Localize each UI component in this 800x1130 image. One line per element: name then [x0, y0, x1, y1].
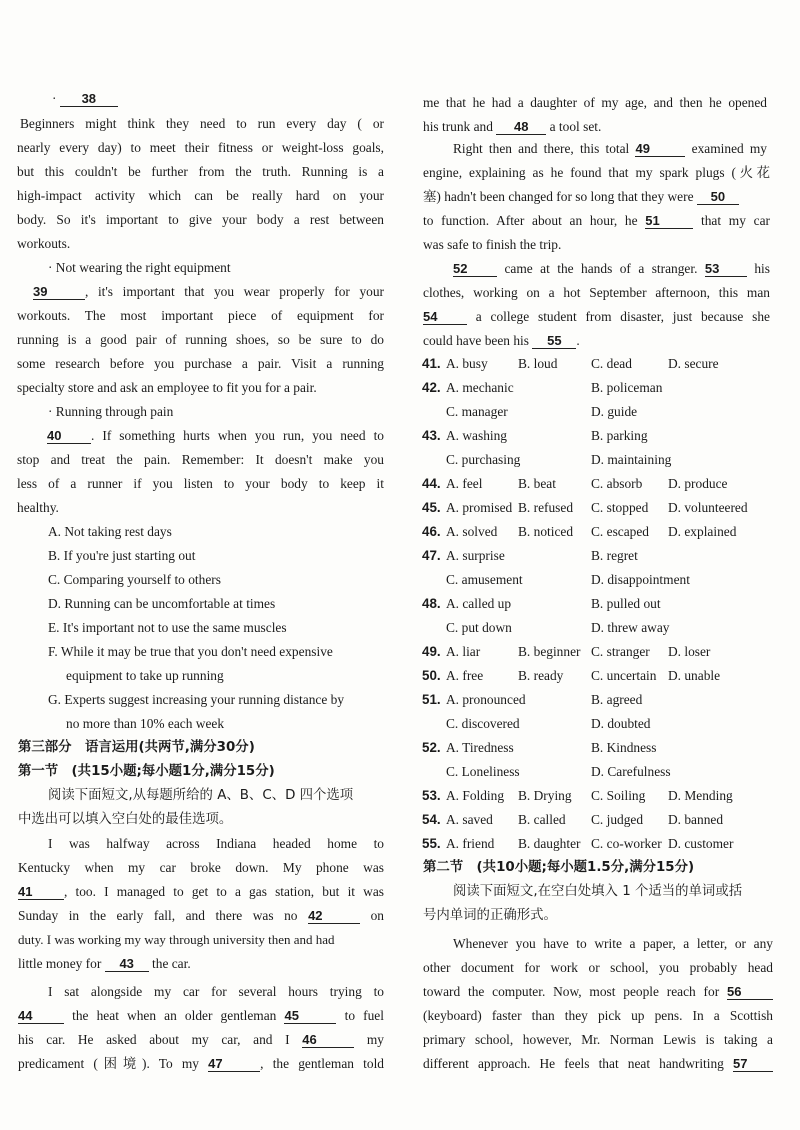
question-number: 54.	[422, 812, 441, 827]
p39-first-text: , it's important that you wear properly for your	[85, 284, 384, 299]
text-line-5: primary school, however, Mr. Norman Lewis is taking a	[423, 1032, 773, 1047]
answer-option: C. uncertain	[591, 668, 657, 683]
answer-option: B. Kindness	[591, 740, 657, 755]
answer-option: B. pulled out	[591, 596, 661, 611]
answer-option: D. produce	[668, 476, 728, 491]
answer-option: D. customer	[668, 836, 734, 851]
option-a: A. Not taking rest days	[48, 524, 172, 539]
story-line-7: I sat alongside my car for several hours trying to	[48, 984, 384, 999]
answer-option: A. feel	[446, 476, 483, 491]
right-line-11-text-b: .	[576, 333, 580, 348]
blank-40: 40	[47, 428, 91, 444]
answer-option: B. regret	[591, 548, 638, 563]
p38-line-2: nearly every day) to meet their fitness or weight-loss goals,	[17, 140, 384, 155]
right-line-2-text-a: his trunk and	[423, 119, 493, 134]
answer-option: D. Mending	[668, 788, 733, 803]
answer-option: A. saved	[446, 812, 493, 827]
story-line-4-text-a: Sunday in the early fall, and there was no	[18, 908, 298, 923]
answer-option: B. beat	[518, 476, 556, 491]
answer-option: A. Folding	[446, 788, 505, 803]
p40-first-line	[47, 427, 384, 445]
right-line-10-text: a college student from disaster, just because she	[475, 309, 770, 324]
answer-option: C. co-worker	[591, 836, 662, 851]
story-line-3-text: , too. I managed to get to a gas station, but it was	[64, 884, 384, 899]
answer-option: B. called	[518, 812, 566, 827]
question-number: 49.	[422, 644, 441, 659]
item-38-bullet: · 38	[52, 90, 118, 108]
story-line-4	[18, 907, 384, 925]
blank-43: 43	[105, 956, 149, 972]
answer-option: B. ready	[518, 668, 564, 683]
answer-option: B. beginner	[518, 644, 581, 659]
question-number: 48.	[422, 596, 441, 611]
section1-title: 第一节 (共15小题;每小题1分,满分15分)	[18, 764, 275, 779]
text-line-1: Whenever you have to write a paper, a letter, or any	[453, 936, 773, 951]
answer-option: D. banned	[668, 812, 724, 827]
answer-option: A. busy	[446, 356, 488, 371]
answer-option: D. guide	[591, 404, 638, 419]
answer-option: A. Tiredness	[446, 740, 514, 755]
answer-option: D. explained	[668, 524, 737, 539]
story-line-6-text-b: the car.	[152, 956, 191, 971]
answer-option: C. manager	[446, 404, 508, 419]
answer-option: A. washing	[446, 428, 507, 443]
right-line-6	[423, 212, 770, 230]
answer-option: C. discovered	[446, 716, 520, 731]
answer-option: C. absorb	[591, 476, 643, 491]
blank-56: 56	[727, 984, 773, 1000]
answer-option: C. Loneliness	[446, 764, 520, 779]
blank-48: 48	[496, 119, 546, 135]
part3-title: 第三部分 语言运用(共两节,满分30分)	[18, 740, 255, 755]
blank-55: 55	[532, 333, 576, 349]
answer-option: D. volunteered	[668, 500, 748, 515]
right-line-10	[423, 308, 770, 326]
answer-option: A. pronounced	[446, 692, 526, 707]
text-line-6-text: different approach. He feels that neat handwriting	[423, 1056, 724, 1071]
blank-52: 52	[453, 261, 497, 277]
p40-line-4: healthy.	[17, 500, 59, 515]
blank-45: 45	[284, 1008, 336, 1024]
question-number: 45.	[422, 500, 441, 515]
text-line-3-text: toward the computer. Now, most people reach for	[423, 984, 720, 999]
answer-option: C. escaped	[591, 524, 650, 539]
question-number: 46.	[422, 524, 441, 539]
right-line-3-text-b: examined my	[691, 141, 767, 156]
option-g-cont: no more than 10% each week	[66, 716, 225, 731]
right-line-2-text-b: a tool set.	[549, 119, 602, 134]
answer-option: D. loser	[668, 644, 711, 659]
blank-57: 57	[733, 1056, 773, 1072]
instruction-3: 阅读下面短文,在空白处填入 1 个适当的单词或括	[453, 884, 743, 899]
text-line-4: (keyboard) faster than they pick up pens. In a Scottish	[423, 1008, 773, 1023]
right-line-5	[423, 188, 739, 206]
question-number: 55.	[422, 836, 441, 851]
answer-option: A. free	[446, 668, 484, 683]
text-line-3	[423, 983, 773, 1001]
option-b: B. If you're just starting out	[48, 548, 196, 563]
right-line-11	[423, 332, 580, 350]
right-line-3-text-a: Right then and there, this total	[453, 141, 630, 156]
story-line-9-text-b: my	[366, 1032, 384, 1047]
story-line-1: I was halfway across Indiana headed home to	[48, 836, 384, 851]
answer-option: A. called up	[446, 596, 512, 611]
option-f-cont: equipment to take up running	[66, 668, 224, 683]
answer-option: C. dead	[591, 356, 632, 371]
heading-40: · Running through pain	[48, 404, 174, 419]
right-line-4: engine, explaining as he found that my spark plugs (火花	[423, 165, 770, 180]
right-line-1: me that he had a daughter of my age, and then he opened	[423, 95, 767, 110]
blank-49: 49	[635, 141, 685, 157]
blank-44: 44	[18, 1008, 64, 1024]
option-e: E. It's important not to use the same muscles	[48, 620, 287, 635]
question-number: 44.	[422, 476, 441, 491]
answer-option: B. policeman	[591, 380, 663, 395]
right-line-5-text-a: 塞) hadn't been changed for so long that they were	[423, 189, 694, 204]
blank-47: 47	[208, 1056, 260, 1072]
question-number: 42.	[422, 380, 441, 395]
question-number: 50.	[422, 668, 441, 683]
blank-50: 50	[697, 189, 739, 205]
question-number: 52.	[422, 740, 441, 755]
right-line-11-text-a: could have been his	[423, 333, 529, 348]
blank-51: 51	[645, 213, 693, 229]
answer-option: C. stopped	[591, 500, 649, 515]
blank-38: 38	[60, 91, 118, 107]
answer-option: B. agreed	[591, 692, 643, 707]
story-line-8-text-a: the heat when an older gentleman	[72, 1008, 277, 1023]
section2-title: 第二节 (共10小题;每小题1.5分,满分15分)	[423, 860, 695, 875]
answer-option: D. secure	[668, 356, 719, 371]
question-number: 47.	[422, 548, 441, 563]
instruction-1: 阅读下面短文,从每题所给的 A、B、C、D 四个选项	[48, 788, 354, 803]
answer-option: D. unable	[668, 668, 721, 683]
answer-option: B. parking	[591, 428, 648, 443]
instruction-4: 号内单词的正确形式。	[423, 908, 557, 923]
option-g: G. Experts suggest increasing your running distance by	[48, 692, 345, 707]
answer-option: C. judged	[591, 812, 644, 827]
story-line-9	[18, 1031, 384, 1049]
answer-option: C. Soiling	[591, 788, 646, 803]
story-line-8-text-b: to fuel	[344, 1008, 384, 1023]
story-line-9-text-a: his car. He asked about my car, and I	[18, 1032, 290, 1047]
p38-line-3: but this couldn't be further from the truth. Running is a	[17, 164, 384, 179]
story-line-10-text-b: , the gentleman told	[260, 1056, 384, 1071]
p39-line-3: running is a good pair of running shoes, so be sure to do	[17, 332, 384, 347]
answer-option: A. solved	[446, 524, 498, 539]
question-number: 43.	[422, 428, 441, 443]
question-number: 41.	[422, 356, 441, 371]
p40-line-2: stop and treat the pain. Remember: It doesn't make you	[17, 452, 384, 467]
story-line-4-text-b: on	[370, 908, 384, 923]
right-line-8-text-b: his	[754, 261, 770, 276]
right-line-6-text-b: that my car	[701, 213, 770, 228]
right-line-3	[453, 140, 767, 158]
text-line-2: other document for work or school, you probably head	[423, 960, 773, 975]
right-line-7: was safe to finish the trip.	[423, 237, 562, 252]
right-line-9: clothes, working on a hot September afternoon, this man	[423, 285, 770, 300]
p39-line-4: some research before you purchase a pair. Visit a running	[17, 356, 384, 371]
answer-option: D. maintaining	[591, 452, 672, 467]
blank-54: 54	[423, 309, 467, 325]
answer-option: B. refused	[518, 500, 574, 515]
p39-line-2: workouts. The most important piece of equipment for	[17, 308, 384, 323]
answer-option: C. put down	[446, 620, 512, 635]
answer-option: A. friend	[446, 836, 495, 851]
story-line-6	[18, 955, 191, 973]
option-f: F. While it may be true that you don't need expensive	[48, 644, 333, 659]
question-number: 53.	[422, 788, 441, 803]
answer-option: C. stranger	[591, 644, 650, 659]
story-line-8	[18, 1007, 384, 1025]
right-line-8-text-a: came at the hands of a stranger.	[504, 261, 698, 276]
right-line-8	[453, 260, 770, 278]
story-line-3	[18, 883, 384, 901]
option-c: C. Comparing yourself to others	[48, 572, 221, 587]
answer-option: A. liar	[446, 644, 481, 659]
answer-option: A. mechanic	[446, 380, 514, 395]
answer-option: C. purchasing	[446, 452, 521, 467]
story-line-2: Kentucky when my car broke down. My phone was	[18, 860, 384, 875]
instruction-2: 中选出可以填入空白处的最佳选项。	[18, 812, 233, 827]
blank-41: 41	[18, 884, 64, 900]
heading-39: · Not wearing the right equipment	[48, 260, 231, 275]
p38-line-4: high-impact activity which can be really hard on your	[17, 188, 384, 203]
p38-line-5: body. So it's important to give your body a rest between	[17, 212, 384, 227]
p39-line-5: specialty store and ask an employee to fit you for a pair.	[17, 380, 317, 395]
answer-option: A. promised	[446, 500, 513, 515]
blank-39: 39	[33, 284, 85, 300]
right-line-6-text-a: to function. After about an hour, he	[423, 213, 638, 228]
right-line-2	[423, 118, 601, 136]
text-line-6	[423, 1055, 773, 1073]
p38-line-6: workouts.	[17, 236, 71, 251]
blank-53: 53	[705, 261, 747, 277]
blank-42: 42	[308, 908, 360, 924]
option-d: D. Running can be uncomfortable at times	[48, 596, 276, 611]
story-line-10-text-a: predicament (困境). To my	[18, 1056, 199, 1071]
p38-line-1: Beginners might think they need to run every day ( or	[20, 116, 384, 131]
answer-option: B. daughter	[518, 836, 581, 851]
question-number: 51.	[422, 692, 441, 707]
answer-option: B. noticed	[518, 524, 574, 539]
blank-46: 46	[302, 1032, 354, 1048]
story-line-6-text-a: little money for	[18, 956, 102, 971]
story-line-5: duty. I was working my way through university then and had	[18, 932, 335, 947]
story-line-10	[18, 1055, 384, 1073]
answer-option: A. surprise	[446, 548, 505, 563]
answer-option: B. loud	[518, 356, 558, 371]
answer-option: D. threw away	[591, 620, 670, 635]
answer-option: D. Carefulness	[591, 764, 671, 779]
answer-option: D. disappointment	[591, 572, 690, 587]
answer-option: C. amusement	[446, 572, 523, 587]
answer-option: B. Drying	[518, 788, 572, 803]
p40-first-text: . If something hurts when you run, you need to	[91, 428, 384, 443]
p40-line-3: less of a runner if you listen to your body to keep it	[17, 476, 384, 491]
answer-option: D. doubted	[591, 716, 651, 731]
p39-first-line	[33, 283, 384, 301]
